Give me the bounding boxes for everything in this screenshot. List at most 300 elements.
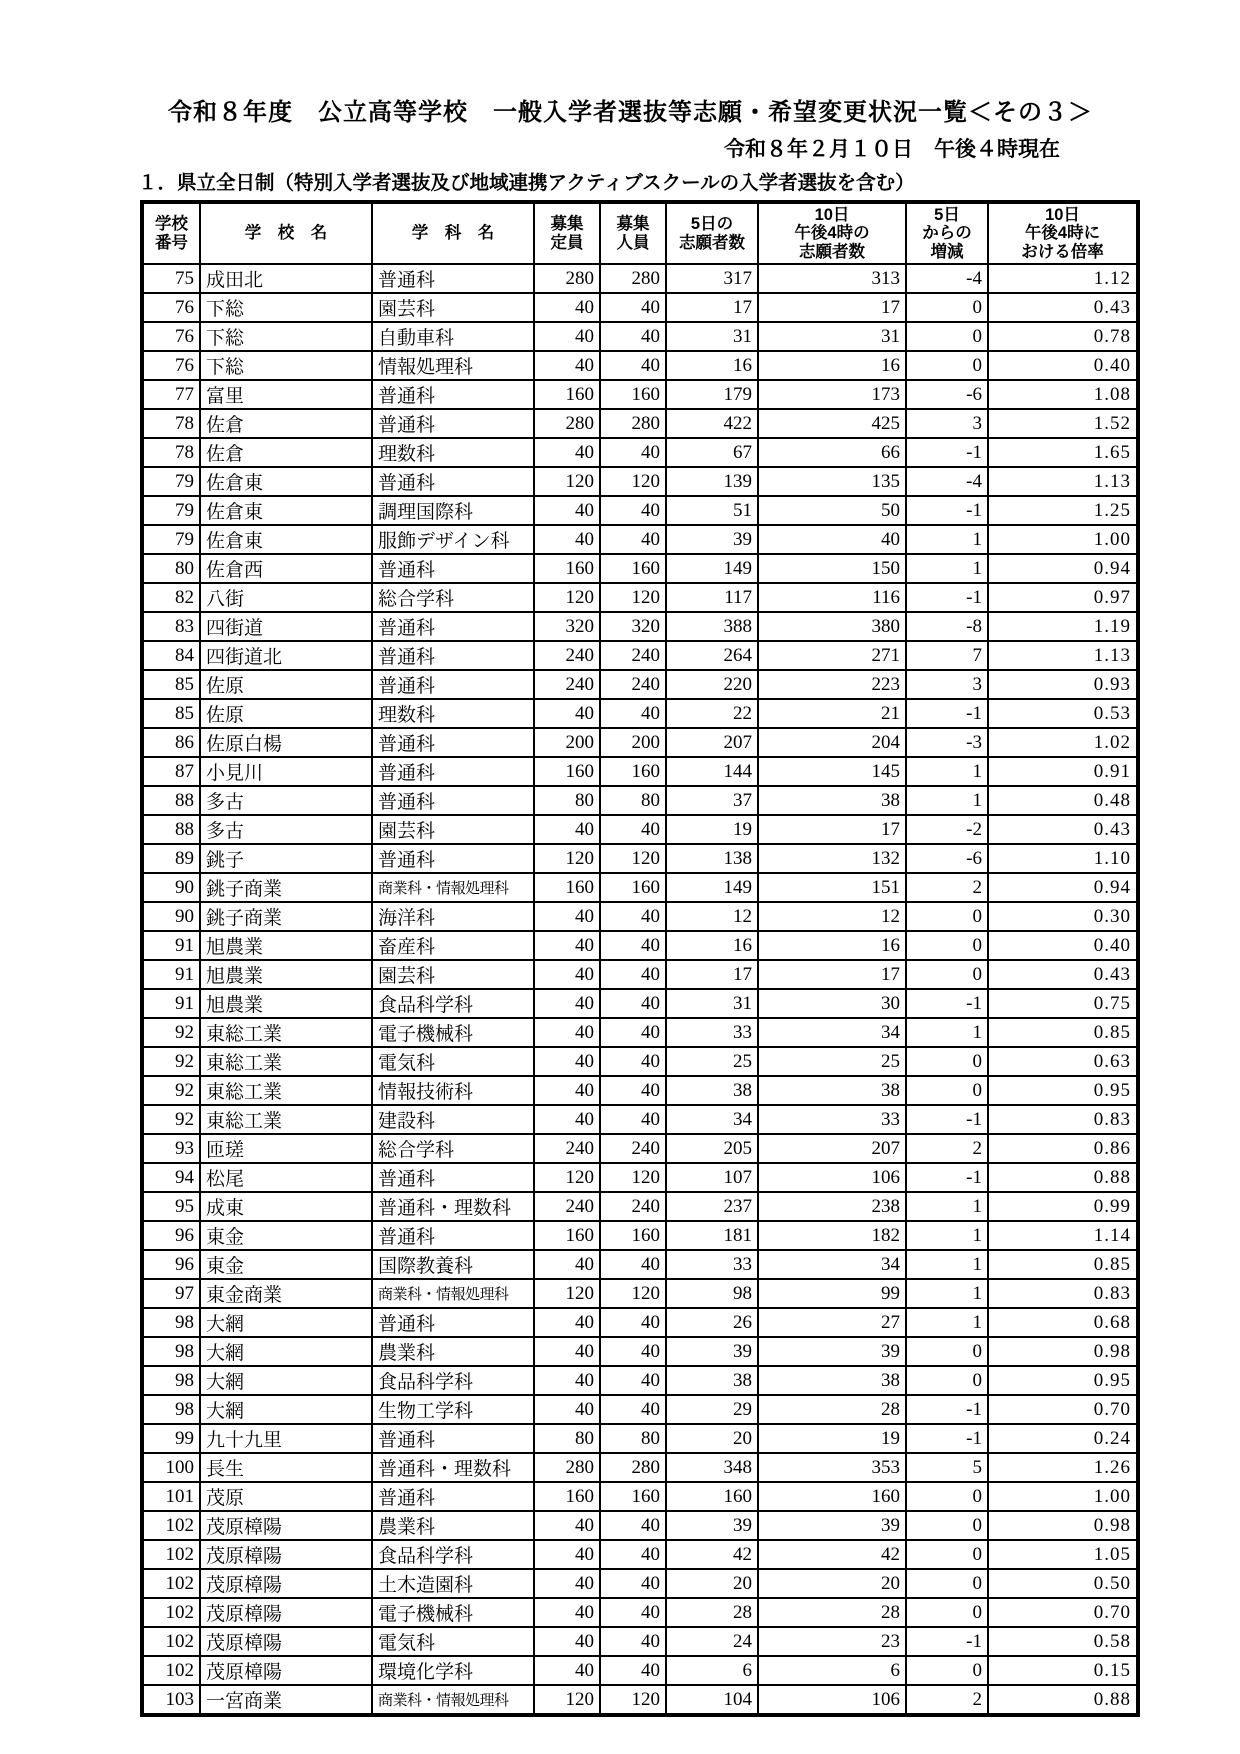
applicants-5th-cell: 17: [666, 293, 758, 322]
applicants-5th-cell: 317: [666, 264, 758, 293]
change-cell: 0: [906, 322, 988, 351]
change-cell: -1: [906, 583, 988, 612]
school-name-cell: 下総: [200, 293, 372, 322]
department-name-cell: 普通科: [372, 670, 534, 699]
school-number-cell: 103: [142, 1685, 200, 1715]
recruit-quota-cell: 40: [600, 1511, 666, 1540]
table-row: [142, 1540, 1138, 1569]
recruit-capacity-cell: 120: [534, 844, 600, 873]
recruit-quota-cell: 40: [600, 293, 666, 322]
school-number-cell: 82: [142, 583, 200, 612]
applicants-5th-cell: 38: [666, 1076, 758, 1105]
school-name-cell: 銚子商業: [200, 902, 372, 931]
school-number-cell: 102: [142, 1627, 200, 1656]
school-name-cell: 佐原: [200, 670, 372, 699]
school-number-cell: 91: [142, 989, 200, 1018]
applicants-5th-cell: 149: [666, 554, 758, 583]
department-name-cell: 普通科: [372, 554, 534, 583]
school-name-cell: 茂原樟陽: [200, 1569, 372, 1598]
recruit-capacity-cell: 40: [534, 1395, 600, 1424]
table-row: [142, 1598, 1138, 1627]
recruit-quota-cell: 40: [600, 1627, 666, 1656]
school-name-cell: 小見川: [200, 757, 372, 786]
recruit-quota-cell: 240: [600, 641, 666, 670]
department-name-cell: 生物工学科: [372, 1395, 534, 1424]
recruit-quota-cell: 120: [600, 1685, 666, 1715]
ratio-cell: 1.13: [988, 641, 1138, 670]
change-cell: -6: [906, 380, 988, 409]
table-row: [142, 728, 1138, 757]
change-cell: 0: [906, 902, 988, 931]
school-name-cell: 匝瑳: [200, 1134, 372, 1163]
recruit-capacity-cell: 240: [534, 641, 600, 670]
department-name-cell: 普通科: [372, 1221, 534, 1250]
applicants-5th-cell: 67: [666, 438, 758, 467]
ratio-cell: 1.12: [988, 264, 1138, 293]
department-name-cell: 普通科: [372, 641, 534, 670]
ratio-cell: 0.95: [988, 1076, 1138, 1105]
page-title: 令和８年度 公立高等学校 一般入学者選抜等志願・希望変更状況一覧＜その３＞: [168, 99, 1093, 126]
section-heading: １．県立全日制（特別入学者選抜及び地域連携アクティブスクールの入学者選抜を含む）: [138, 172, 915, 194]
table-row: [142, 496, 1138, 525]
applicants-5th-cell: 138: [666, 844, 758, 873]
change-cell: 1: [906, 786, 988, 815]
recruit-quota-cell: 120: [600, 1279, 666, 1308]
school-number-cell: 98: [142, 1308, 200, 1337]
school-name-cell: 多古: [200, 786, 372, 815]
recruit-capacity-cell: 120: [534, 1279, 600, 1308]
ratio-cell: 0.85: [988, 1250, 1138, 1279]
school-number-cell: 98: [142, 1395, 200, 1424]
change-cell: -1: [906, 1105, 988, 1134]
applicants-5th-cell: 31: [666, 989, 758, 1018]
school-number-cell: 79: [142, 496, 200, 525]
department-name-cell: 土木造園科: [372, 1569, 534, 1598]
department-name-cell: 理数科: [372, 438, 534, 467]
school-name-cell: 茂原樟陽: [200, 1627, 372, 1656]
table-row: [142, 670, 1138, 699]
applicants-5th-cell: 17: [666, 960, 758, 989]
table-row: [142, 1076, 1138, 1105]
recruit-quota-cell: 40: [600, 989, 666, 1018]
school-number-cell: 91: [142, 931, 200, 960]
ratio-cell: 0.68: [988, 1308, 1138, 1337]
ratio-cell: 1.19: [988, 612, 1138, 641]
applicants-10th-cell: 33: [758, 1105, 906, 1134]
table-row: [142, 467, 1138, 496]
recruit-quota-cell: 40: [600, 1105, 666, 1134]
department-name-cell: 普通科: [372, 786, 534, 815]
school-number-cell: 92: [142, 1076, 200, 1105]
department-name-cell: 普通科・理数科: [372, 1453, 534, 1482]
recruit-quota-cell: 40: [600, 960, 666, 989]
department-name-cell: 環境化学科: [372, 1656, 534, 1685]
ratio-cell: 0.93: [988, 670, 1138, 699]
applicants-10th-cell: 30: [758, 989, 906, 1018]
school-name-cell: 旭農業: [200, 931, 372, 960]
recruit-capacity-cell: 280: [534, 1453, 600, 1482]
recruit-capacity-cell: 40: [534, 496, 600, 525]
table-row: [142, 1192, 1138, 1221]
applicants-10th-cell: 145: [758, 757, 906, 786]
applicants-5th-cell: 104: [666, 1685, 758, 1715]
ratio-cell: 0.15: [988, 1656, 1138, 1685]
table-row: [142, 322, 1138, 351]
school-number-cell: 95: [142, 1192, 200, 1221]
applicants-5th-cell: 29: [666, 1395, 758, 1424]
recruit-quota-cell: 120: [600, 844, 666, 873]
change-cell: 1: [906, 757, 988, 786]
recruit-capacity-cell: 40: [534, 438, 600, 467]
school-number-cell: 102: [142, 1569, 200, 1598]
recruit-capacity-cell: 40: [534, 902, 600, 931]
ratio-cell: 0.75: [988, 989, 1138, 1018]
applicants-5th-cell: 348: [666, 1453, 758, 1482]
school-number-cell: 102: [142, 1540, 200, 1569]
applicants-5th-cell: 139: [666, 467, 758, 496]
school-number-cell: 93: [142, 1134, 200, 1163]
table-row: [142, 1163, 1138, 1192]
applicants-10th-cell: 39: [758, 1511, 906, 1540]
department-name-cell: 情報技術科: [372, 1076, 534, 1105]
school-number-cell: 83: [142, 612, 200, 641]
applicants-5th-cell: 205: [666, 1134, 758, 1163]
school-number-cell: 92: [142, 1018, 200, 1047]
ratio-cell: 0.98: [988, 1337, 1138, 1366]
applicants-10th-cell: 151: [758, 873, 906, 902]
applicants-5th-cell: 388: [666, 612, 758, 641]
department-name-cell: 普通科: [372, 728, 534, 757]
applicants-10th-cell: 380: [758, 612, 906, 641]
table-row: [142, 1685, 1138, 1715]
ratio-cell: 0.40: [988, 351, 1138, 380]
change-cell: -1: [906, 1163, 988, 1192]
recruit-capacity-cell: 40: [534, 1627, 600, 1656]
applicants-5th-cell: 39: [666, 1511, 758, 1540]
school-number-cell: 80: [142, 554, 200, 583]
change-cell: 1: [906, 554, 988, 583]
ratio-cell: 1.00: [988, 525, 1138, 554]
applicants-5th-cell: 38: [666, 1366, 758, 1395]
applicants-5th-cell: 237: [666, 1192, 758, 1221]
change-cell: 3: [906, 409, 988, 438]
recruit-quota-cell: 40: [600, 438, 666, 467]
ratio-cell: 1.00: [988, 1482, 1138, 1511]
table-body: [142, 264, 1138, 1715]
recruit-quota-cell: 120: [600, 467, 666, 496]
school-number-cell: 77: [142, 380, 200, 409]
applicants-5th-cell: 33: [666, 1250, 758, 1279]
department-name-cell: 理数科: [372, 699, 534, 728]
table-row: [142, 525, 1138, 554]
applicants-10th-cell: 17: [758, 293, 906, 322]
change-cell: 0: [906, 351, 988, 380]
applicants-10th-cell: 425: [758, 409, 906, 438]
applicants-5th-cell: 16: [666, 351, 758, 380]
school-name-cell: 茂原樟陽: [200, 1511, 372, 1540]
column-header-applicants-5th: 5日の 志願者数: [666, 202, 758, 264]
applicants-5th-cell: 24: [666, 1627, 758, 1656]
department-name-cell: 食品科学科: [372, 989, 534, 1018]
table-row: [142, 264, 1138, 293]
school-name-cell: 東金: [200, 1250, 372, 1279]
applicants-10th-cell: 38: [758, 786, 906, 815]
ratio-cell: 0.70: [988, 1598, 1138, 1627]
department-name-cell: 園芸科: [372, 960, 534, 989]
school-name-cell: 九十九里: [200, 1424, 372, 1453]
school-name-cell: 東総工業: [200, 1105, 372, 1134]
school-name-cell: 東総工業: [200, 1047, 372, 1076]
change-cell: 5: [906, 1453, 988, 1482]
applicants-5th-cell: 42: [666, 1540, 758, 1569]
department-name-cell: 電気科: [372, 1627, 534, 1656]
recruit-quota-cell: 40: [600, 1047, 666, 1076]
department-name-cell: 普通科: [372, 264, 534, 293]
table-row: [142, 844, 1138, 873]
department-name-cell: 電子機械科: [372, 1598, 534, 1627]
school-name-cell: 四街道: [200, 612, 372, 641]
change-cell: 2: [906, 1134, 988, 1163]
department-name-cell: 建設科: [372, 1105, 534, 1134]
applicants-10th-cell: 50: [758, 496, 906, 525]
recruit-quota-cell: 40: [600, 1250, 666, 1279]
ratio-cell: 0.43: [988, 960, 1138, 989]
school-name-cell: 旭農業: [200, 960, 372, 989]
recruit-quota-cell: 280: [600, 1453, 666, 1482]
applicants-5th-cell: 179: [666, 380, 758, 409]
recruit-capacity-cell: 160: [534, 757, 600, 786]
recruit-capacity-cell: 160: [534, 1221, 600, 1250]
school-name-cell: 一宮商業: [200, 1685, 372, 1715]
recruit-quota-cell: 120: [600, 583, 666, 612]
recruit-capacity-cell: 120: [534, 1685, 600, 1715]
ratio-cell: 0.70: [988, 1395, 1138, 1424]
change-cell: 0: [906, 960, 988, 989]
ratio-cell: 1.25: [988, 496, 1138, 525]
table-row: [142, 641, 1138, 670]
department-name-cell: 園芸科: [372, 293, 534, 322]
applicants-10th-cell: 31: [758, 322, 906, 351]
recruit-capacity-cell: 240: [534, 670, 600, 699]
recruit-capacity-cell: 40: [534, 293, 600, 322]
school-number-cell: 76: [142, 322, 200, 351]
ratio-cell: 0.95: [988, 1366, 1138, 1395]
school-name-cell: 佐倉西: [200, 554, 372, 583]
school-name-cell: 銚子: [200, 844, 372, 873]
school-name-cell: 茂原樟陽: [200, 1656, 372, 1685]
table-row: [142, 380, 1138, 409]
school-name-cell: 佐原白楊: [200, 728, 372, 757]
ratio-cell: 0.88: [988, 1163, 1138, 1192]
recruit-quota-cell: 240: [600, 1192, 666, 1221]
ratio-cell: 0.99: [988, 1192, 1138, 1221]
department-name-cell: 商業科・情報処理科: [372, 1685, 534, 1715]
applicants-10th-cell: 34: [758, 1250, 906, 1279]
school-name-cell: 大網: [200, 1366, 372, 1395]
table-row: [142, 1424, 1138, 1453]
recruit-capacity-cell: 40: [534, 989, 600, 1018]
school-name-cell: 四街道北: [200, 641, 372, 670]
recruit-capacity-cell: 160: [534, 1482, 600, 1511]
school-name-cell: 佐倉: [200, 409, 372, 438]
applicants-10th-cell: 106: [758, 1685, 906, 1715]
recruit-capacity-cell: 40: [534, 1308, 600, 1337]
report-datetime: 令和８年２月１０日 午後４時現在: [724, 138, 1060, 161]
school-number-cell: 92: [142, 1047, 200, 1076]
recruit-capacity-cell: 40: [534, 1540, 600, 1569]
school-number-cell: 90: [142, 902, 200, 931]
change-cell: 1: [906, 1250, 988, 1279]
ratio-cell: 0.94: [988, 873, 1138, 902]
recruit-quota-cell: 40: [600, 1540, 666, 1569]
department-name-cell: 電気科: [372, 1047, 534, 1076]
table-row: [142, 902, 1138, 931]
table-row: [142, 1250, 1138, 1279]
table-row: [142, 1047, 1138, 1076]
ratio-cell: 0.50: [988, 1569, 1138, 1598]
school-name-cell: 成田北: [200, 264, 372, 293]
applicants-10th-cell: 160: [758, 1482, 906, 1511]
applicants-5th-cell: 39: [666, 1337, 758, 1366]
department-name-cell: 自動車科: [372, 322, 534, 351]
table-row: [142, 1453, 1138, 1482]
department-name-cell: 畜産科: [372, 931, 534, 960]
column-header-recruit-capacity: 募集 定員: [534, 202, 600, 264]
school-name-cell: 松尾: [200, 1163, 372, 1192]
recruit-capacity-cell: 40: [534, 1569, 600, 1598]
recruit-quota-cell: 40: [600, 902, 666, 931]
ratio-cell: 0.53: [988, 699, 1138, 728]
applicants-10th-cell: 17: [758, 815, 906, 844]
school-name-cell: 東金商業: [200, 1279, 372, 1308]
applicants-10th-cell: 23: [758, 1627, 906, 1656]
recruit-quota-cell: 80: [600, 786, 666, 815]
recruit-capacity-cell: 240: [534, 1192, 600, 1221]
recruit-capacity-cell: 40: [534, 1366, 600, 1395]
table-row: [142, 1018, 1138, 1047]
recruit-quota-cell: 40: [600, 1337, 666, 1366]
applicants-5th-cell: 39: [666, 525, 758, 554]
applicants-10th-cell: 25: [758, 1047, 906, 1076]
applicants-5th-cell: 33: [666, 1018, 758, 1047]
school-name-cell: 大網: [200, 1395, 372, 1424]
recruit-capacity-cell: 40: [534, 1047, 600, 1076]
recruit-quota-cell: 40: [600, 1569, 666, 1598]
recruit-capacity-cell: 40: [534, 1018, 600, 1047]
applicants-10th-cell: 150: [758, 554, 906, 583]
school-number-cell: 101: [142, 1482, 200, 1511]
table-row: [142, 1627, 1138, 1656]
recruit-quota-cell: 280: [600, 264, 666, 293]
table-row: [142, 409, 1138, 438]
recruit-capacity-cell: 40: [534, 322, 600, 351]
table-row: [142, 1366, 1138, 1395]
applicants-5th-cell: 107: [666, 1163, 758, 1192]
applicants-5th-cell: 34: [666, 1105, 758, 1134]
recruit-quota-cell: 160: [600, 554, 666, 583]
change-cell: 1: [906, 1279, 988, 1308]
table-row: [142, 1279, 1138, 1308]
change-cell: 1: [906, 1018, 988, 1047]
applicants-10th-cell: 12: [758, 902, 906, 931]
column-header-school-name: 学 校 名: [200, 202, 372, 264]
ratio-cell: 0.97: [988, 583, 1138, 612]
applicants-10th-cell: 271: [758, 641, 906, 670]
table-row: [142, 989, 1138, 1018]
school-name-cell: 大網: [200, 1337, 372, 1366]
recruit-capacity-cell: 80: [534, 786, 600, 815]
school-name-cell: 茂原樟陽: [200, 1540, 372, 1569]
change-cell: 0: [906, 1569, 988, 1598]
school-name-cell: 八街: [200, 583, 372, 612]
department-name-cell: 電子機械科: [372, 1018, 534, 1047]
applicants-10th-cell: 204: [758, 728, 906, 757]
change-cell: 0: [906, 1482, 988, 1511]
applicants-10th-cell: 66: [758, 438, 906, 467]
applicants-5th-cell: 20: [666, 1569, 758, 1598]
change-cell: 1: [906, 525, 988, 554]
recruit-quota-cell: 40: [600, 351, 666, 380]
department-name-cell: 普通科・理数科: [372, 1192, 534, 1221]
change-cell: 0: [906, 1656, 988, 1685]
school-number-cell: 96: [142, 1250, 200, 1279]
school-name-cell: 旭農業: [200, 989, 372, 1018]
applicants-10th-cell: 116: [758, 583, 906, 612]
recruit-quota-cell: 40: [600, 496, 666, 525]
department-name-cell: 普通科: [372, 612, 534, 641]
school-name-cell: 長生: [200, 1453, 372, 1482]
applicants-10th-cell: 28: [758, 1598, 906, 1627]
recruit-capacity-cell: 280: [534, 409, 600, 438]
ratio-cell: 0.98: [988, 1511, 1138, 1540]
column-header-ratio-10th-4pm: 10日 午後4時に おける倍率: [988, 202, 1138, 264]
applicants-5th-cell: 16: [666, 931, 758, 960]
recruit-capacity-cell: 40: [534, 1337, 600, 1366]
school-name-cell: 佐原: [200, 699, 372, 728]
department-name-cell: 普通科: [372, 380, 534, 409]
applicants-10th-cell: 28: [758, 1395, 906, 1424]
ratio-cell: 1.08: [988, 380, 1138, 409]
change-cell: 1: [906, 1221, 988, 1250]
table-row: [142, 757, 1138, 786]
department-name-cell: 調理国際科: [372, 496, 534, 525]
school-number-cell: 79: [142, 467, 200, 496]
recruit-capacity-cell: 40: [534, 1250, 600, 1279]
applicants-10th-cell: 132: [758, 844, 906, 873]
change-cell: 2: [906, 1685, 988, 1715]
change-cell: 0: [906, 1598, 988, 1627]
ratio-cell: 0.48: [988, 786, 1138, 815]
school-number-cell: 96: [142, 1221, 200, 1250]
school-name-cell: 東総工業: [200, 1018, 372, 1047]
applicants-10th-cell: 21: [758, 699, 906, 728]
change-cell: 0: [906, 1511, 988, 1540]
ratio-cell: 1.26: [988, 1453, 1138, 1482]
applicants-5th-cell: 12: [666, 902, 758, 931]
ratio-cell: 0.85: [988, 1018, 1138, 1047]
table-row: [142, 1308, 1138, 1337]
table-row: [142, 1337, 1138, 1366]
school-number-cell: 88: [142, 786, 200, 815]
recruit-capacity-cell: 120: [534, 1163, 600, 1192]
recruit-quota-cell: 160: [600, 1482, 666, 1511]
school-number-cell: 91: [142, 960, 200, 989]
change-cell: 0: [906, 1540, 988, 1569]
applicants-10th-cell: 313: [758, 264, 906, 293]
department-name-cell: 食品科学科: [372, 1540, 534, 1569]
change-cell: 1: [906, 1308, 988, 1337]
table-row: [142, 1105, 1138, 1134]
